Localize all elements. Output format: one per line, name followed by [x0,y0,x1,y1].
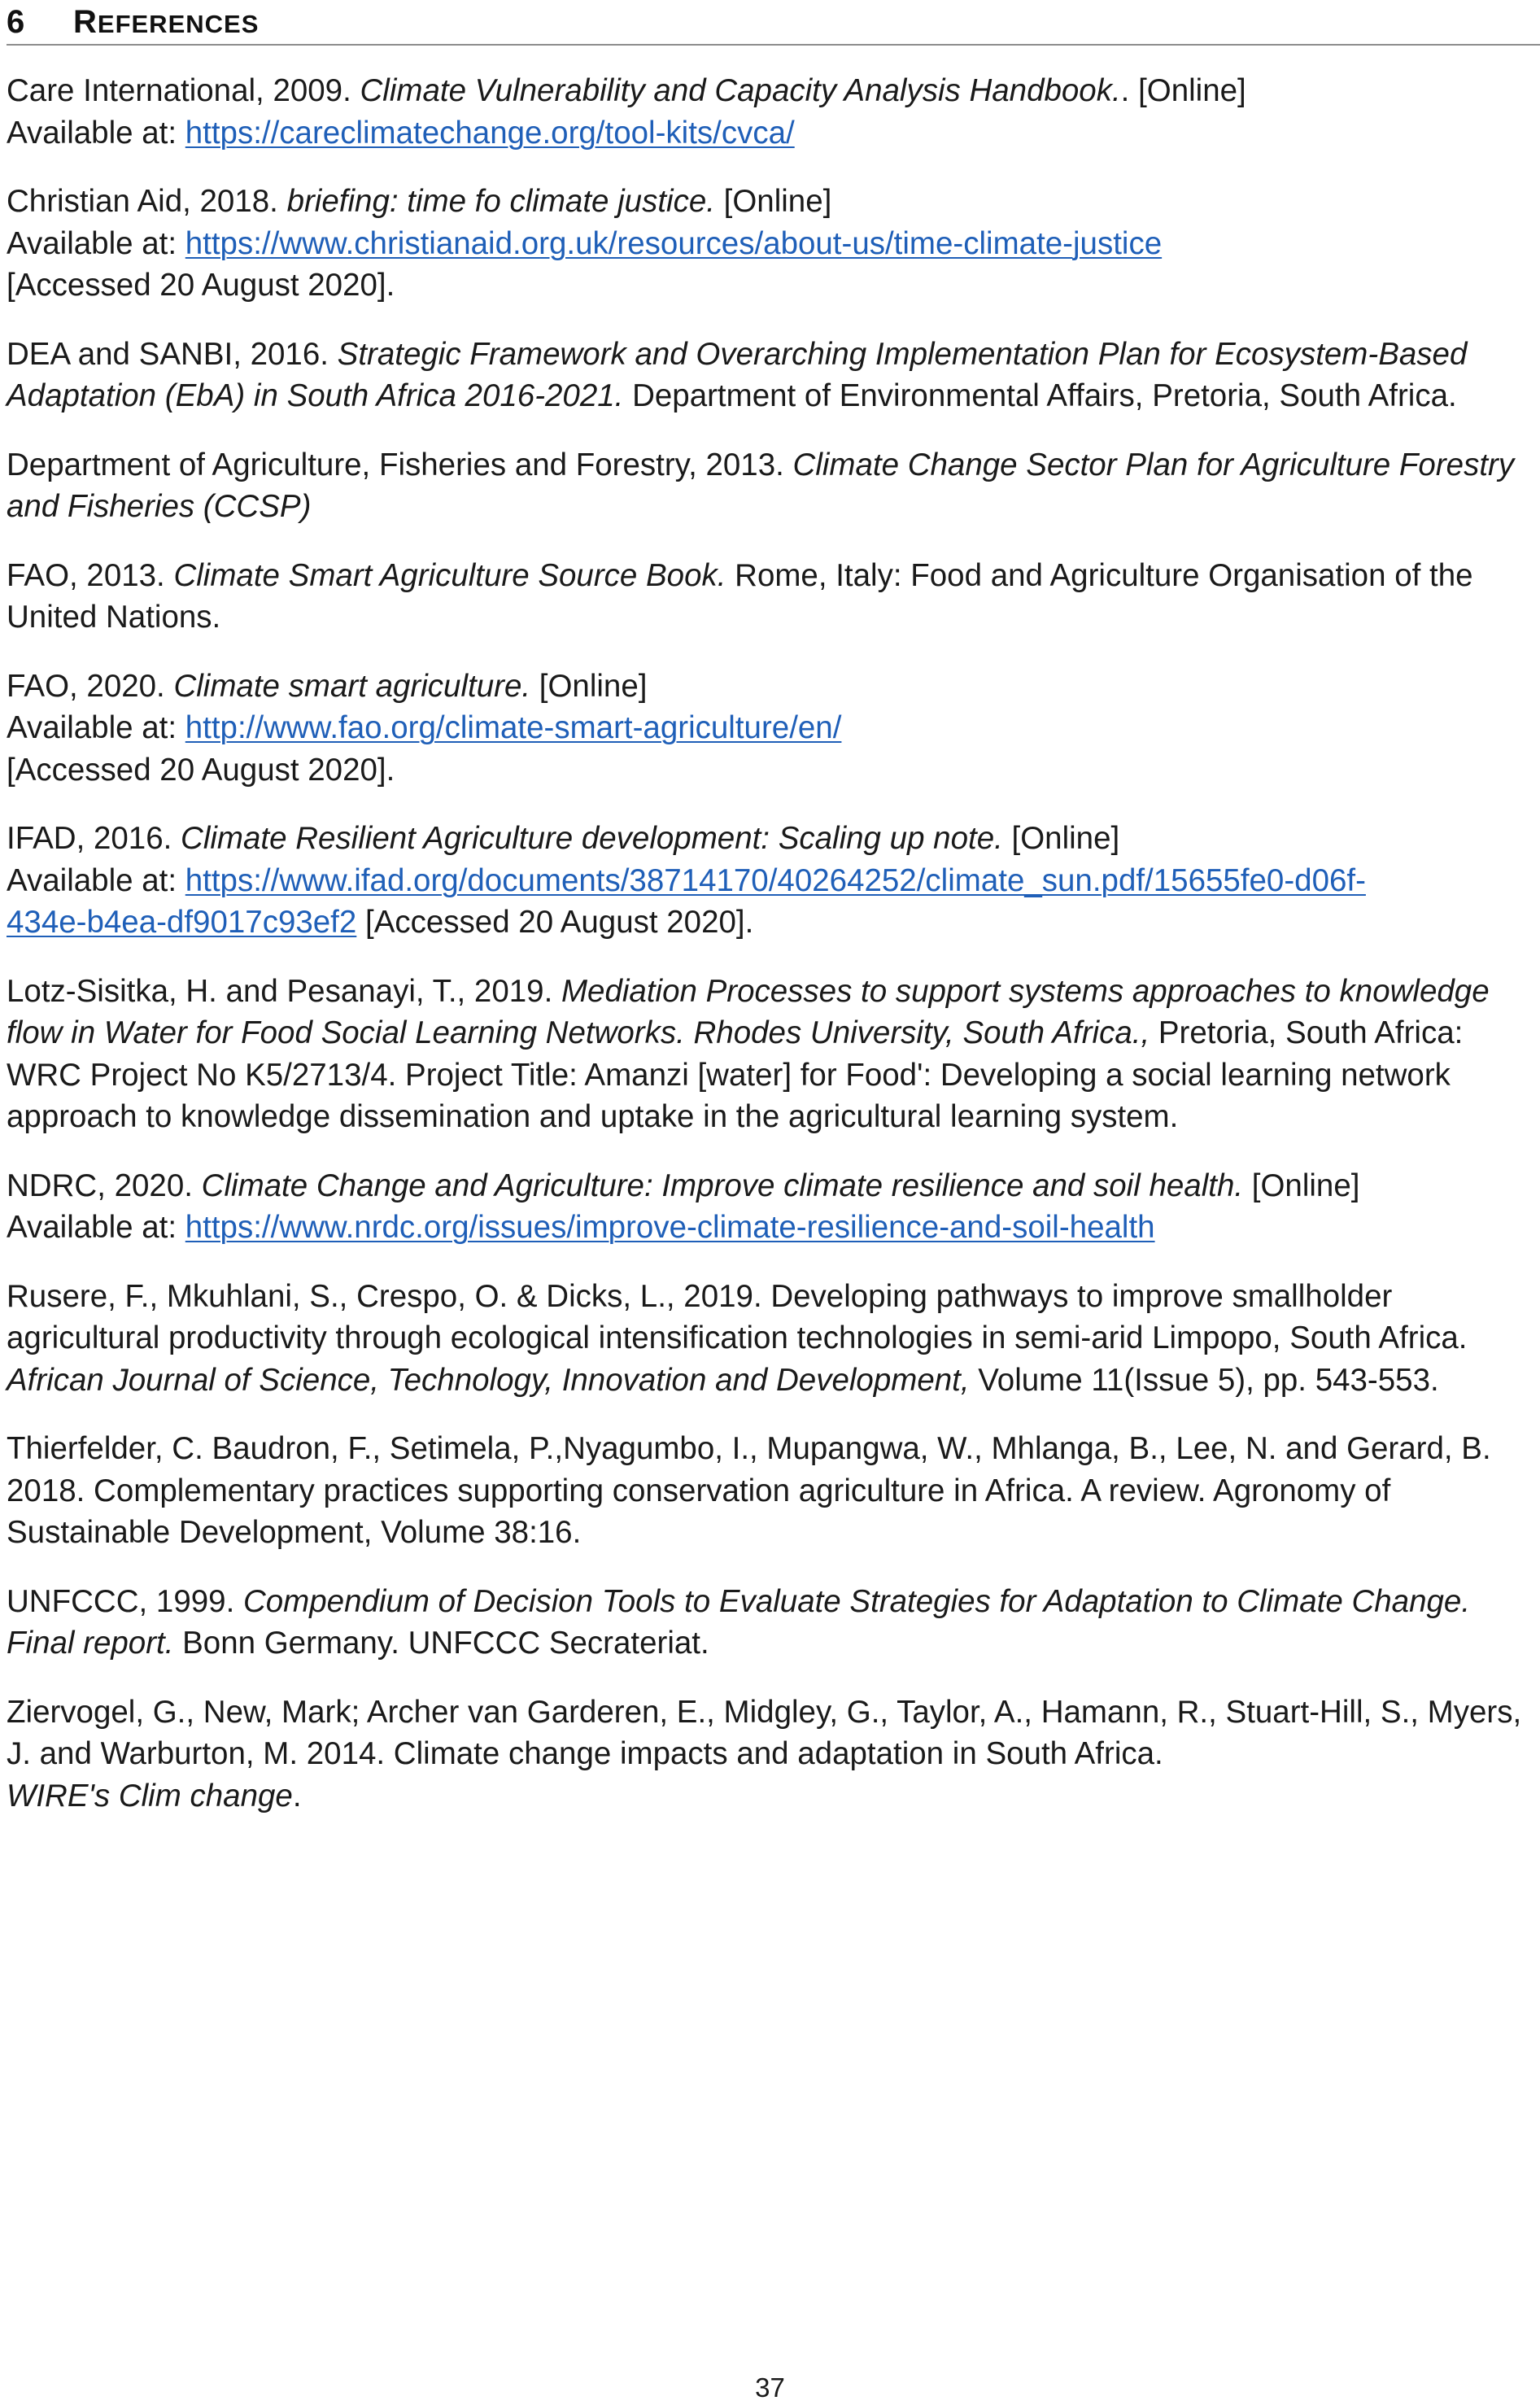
reference-entry [7,70,1532,154]
reference-entry [7,181,1532,307]
reference-title-italic: Compendium of Decision Tools to Evaluate Strategies for Adaptation to Climate Change. Final report. [7,1583,1471,1661]
reference-title-italic: Climate Resilient Agriculture development: Scaling up note. [181,821,1003,856]
reference-text: Care International, 2009. [7,73,360,108]
reference-text: [Accessed 20 August 2020]. [356,905,754,940]
reference-list [7,70,1532,1844]
reference-text: Thierfelder, C. Baudron, F., Setimela, P.,Nyagumbo, I., Mupangwa, W., Mhlanga, B., Lee, N. and Gerard, B. 2018. Complementary practices supporting conservation agriculture in Africa. A review. Agronomy of Sustainable Development, Volume 38:16. [7,1431,1491,1550]
reference-entry [7,1581,1532,1665]
reference-entry [7,1165,1532,1249]
reference-link[interactable]: https://www.christianaid.org.uk/resources/about-us/time-climate-justice [185,225,1163,261]
reference-text: Pretoria, South Africa: WRC Project No K5/2713/4. Project Title: Amanzi [water] for Food': Developing a social learning network approach to knowledge dissemination and uptake in the agricultural learning system. [7,1015,1464,1134]
reference-text: [Online] [530,668,648,704]
reference-text: Available at: [7,1210,185,1245]
reference-entry [7,818,1532,944]
reference-link[interactable]: 434e-b4ea-df9017c93ef2 [7,905,357,940]
reference-text: [Online] [1002,821,1120,856]
reference-link[interactable]: https://careclimatechange.org/tool-kits/cvca/ [185,115,795,151]
reference-text: [Accessed 20 August 2020]. [7,268,395,303]
reference-text: Available at: [7,862,185,898]
reference-entry [7,1428,1532,1554]
reference-title-italic: Climate Change and Agriculture: Improve climate resilience and soil health. [201,1168,1244,1203]
reference-title-italic: briefing: time fo climate justice. [286,184,715,219]
reference-text: . [Online] [1120,73,1246,108]
reference-title-italic: WIRE's Clim change [7,1778,293,1814]
reference-text: . [292,1778,302,1814]
reference-text: FAO, 2013. [7,557,174,593]
reference-text: [Online] [714,184,832,219]
reference-text: Available at: [7,225,185,261]
reference-title-italic: Climate Change Sector Plan for Agriculture Forestry and Fisheries (CCSP) [7,447,1515,524]
reference-entry [7,971,1532,1138]
reference-title-italic: Climate Smart Agriculture Source Book. [173,557,726,593]
reference-text: UNFCCC, 1999. [7,1583,243,1619]
reference-title-italic: Climate smart agriculture. [173,668,531,704]
reference-title-italic: African Journal of Science, Technology, Innovation and Development, [7,1362,970,1398]
reference-entry [7,334,1532,417]
reference-text: Rusere, F., Mkuhlani, S., Crespo, O. & Dicks, L., 2019. Developing pathways to improve smallholder agricultural productivity through ecological intensification technologies in semi-arid Limpopo, South Africa. [7,1278,1468,1355]
reference-text: Bonn Germany. UNFCCC Secrateriat. [173,1626,709,1661]
reference-text: DEA and SANBI, 2016. [7,336,338,372]
section-title-initial: R [73,4,98,40]
reference-link[interactable]: https://www.ifad.org/documents/38714170/40264252/climate_sun.pdf/15655fe0-d06f- [185,862,1366,898]
reference-entry [7,555,1532,639]
reference-entry [7,1691,1532,1818]
reference-text: Volume 11(Issue 5), pp. 543-553. [969,1362,1439,1398]
reference-link[interactable]: http://www.fao.org/climate-smart-agriculture/en/ [185,710,842,745]
reference-text: FAO, 2020. [7,668,174,704]
section-title-rest: EFERENCES [97,10,260,38]
reference-entry [7,444,1532,528]
reference-text: Available at: [7,710,185,745]
reference-text: Ziervogel, G., New, Mark; Archer van Garderen, E., Midgley, G., Taylor, A., Hamann, R., Stuart-Hill, S., Myers, J. and Warburton, M. 2014. Climate change impacts and adaptation in South Africa. [7,1694,1522,1771]
section-title [73,6,259,38]
reference-text: Available at: [7,115,185,151]
reference-text: [Accessed 20 August 2020]. [7,752,395,788]
reference-text: NDRC, 2020. [7,1168,202,1203]
page-number: 37 [755,2372,785,2403]
section-heading [7,0,1540,46]
reference-text: Department of Environmental Affairs, Pretoria, South Africa. [623,378,1457,413]
reference-text: [Online] [1243,1168,1360,1203]
reference-title-italic: Strategic Framework and Overarching Implementation Plan for Ecosystem-Based Adaptation (EbA) in South Africa 2016-2021. [7,336,1468,413]
reference-text: Lotz-Sisitka, H. and Pesanayi, T., 2019. [7,973,561,1009]
reference-link[interactable]: https://www.nrdc.org/issues/improve-climate-resilience-and-soil-health [185,1210,1155,1245]
reference-text: IFAD, 2016. [7,821,181,856]
reference-title-italic: Mediation Processes to support systems approaches to knowledge flow in Water for Food Social Learning Networks. Rhodes University, South Africa., [7,973,1490,1050]
reference-text: Department of Agriculture, Fisheries and Forestry, 2013. [7,447,793,482]
reference-text: Christian Aid, 2018. [7,184,287,219]
reference-entry [7,1276,1532,1402]
reference-title-italic: Climate Vulnerability and Capacity Analysis Handbook. [360,73,1121,108]
reference-entry [7,666,1532,792]
section-number: 6 [7,4,25,40]
reference-text: Rome, Italy: Food and Agriculture Organisation of the United Nations. [7,557,1473,635]
